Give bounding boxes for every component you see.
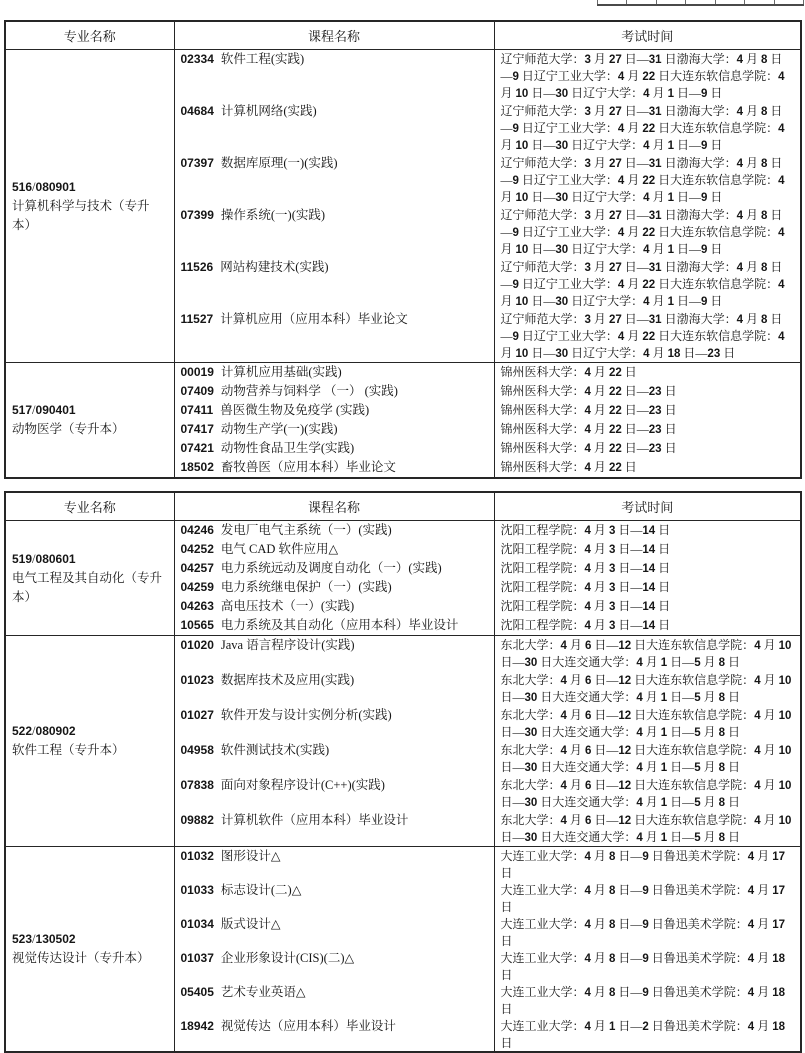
major-code: 517/090401 [12, 403, 76, 417]
course-code: 04257 [180, 561, 214, 575]
course-cell [174, 206, 494, 258]
course-title: 电力系统远动及调度自动化（一）(实践) [220, 561, 442, 575]
course-cell [174, 949, 494, 983]
course-title: 艺术专业英语△ [220, 984, 306, 999]
major-name: 计算机科学与技术（专升本） [12, 198, 150, 232]
course-title: 计算机应用基础(实践) [220, 365, 342, 379]
exam-time-cell: 大连工业大学：4 月 8 日—9 日鲁迅美术学院：4 月 17 日 [494, 915, 801, 949]
course-cell [174, 258, 494, 310]
column-header: 考试时间 [494, 492, 801, 521]
header-row [5, 492, 801, 521]
course-code: 07409 [180, 384, 214, 398]
course-title: 计算机网络(实践) [220, 103, 317, 118]
header-row [5, 21, 801, 50]
course-cell [174, 1017, 494, 1052]
course-title: 操作系统(一)(实践) [220, 207, 326, 222]
major-cell [5, 636, 174, 847]
major-cell [5, 847, 174, 1053]
exam-time-cell: 辽宁师范大学：3 月 27 日—31 日渤海大学：4 月 8 日—9 日辽宁工业大学：4 月 22 日大连东软信息学院：4 月 10 日—30 日辽宁大学：4 月 1 日—9 日 [494, 50, 801, 103]
course-cell [174, 983, 494, 1017]
exam-time-cell: 辽宁师范大学：3 月 27 日—31 日渤海大学：4 月 8 日—9 日辽宁工业大学：4 月 22 日大连东软信息学院：4 月 10 日—30 日辽宁大学：4 月 18 日—23 日 [494, 310, 801, 363]
exam-time-cell: 大连工业大学：4 月 8 日—9 日鲁迅美术学院：4 月 17 日 [494, 881, 801, 915]
course-cell [174, 102, 494, 154]
major-cell [5, 363, 174, 479]
remnant-cell [656, 0, 685, 4]
course-row [5, 847, 801, 882]
course-code: 01027 [180, 707, 214, 722]
course-title: 发电厂电气主系统（一）(实践) [220, 523, 392, 537]
exam-time-cell: 东北大学：4 月 6 日—12 日大连东软信息学院：4 月 10 日—30 日大连交通大学：4 月 1 日—5 月 8 日 [494, 636, 801, 672]
exam-time-cell: 辽宁师范大学：3 月 27 日—31 日渤海大学：4 月 8 日—9 日辽宁工业大学：4 月 22 日大连东软信息学院：4 月 10 日—30 日辽宁大学：4 月 1 日—9 日 [494, 258, 801, 310]
exam-time-cell: 沈阳工程学院：4 月 3 日—14 日 [494, 616, 801, 636]
course-row [5, 363, 801, 383]
course-title: 计算机应用（应用本科）毕业论文 [220, 311, 408, 326]
column-header: 考试时间 [494, 21, 801, 50]
course-title: 兽医微生物及免疫学 (实践) [220, 403, 370, 417]
exam-time-cell: 沈阳工程学院：4 月 3 日—14 日 [494, 559, 801, 578]
course-title: 高电压技术（一）(实践) [220, 599, 355, 613]
column-header: 课程名称 [174, 21, 494, 50]
course-cell [174, 597, 494, 616]
course-code: 05405 [180, 984, 214, 999]
table-body [5, 50, 801, 479]
remnant-cell [685, 0, 714, 4]
course-cell [174, 706, 494, 741]
course-code: 18502 [180, 460, 214, 474]
course-code: 10565 [180, 618, 214, 632]
exam-time-cell: 辽宁师范大学：3 月 27 日—31 日渤海大学：4 月 8 日—9 日辽宁工业大学：4 月 22 日大连东软信息学院：4 月 10 日—30 日辽宁大学：4 月 1 日—9 日 [494, 154, 801, 206]
exam-time-cell: 锦州医科大学：4 月 22 日—23 日 [494, 382, 801, 401]
column-header: 课程名称 [174, 492, 494, 521]
course-code: 04263 [180, 599, 214, 613]
course-cell [174, 881, 494, 915]
course-code: 07838 [180, 777, 214, 792]
course-code: 04246 [180, 523, 214, 537]
course-title: 电力系统继电保护（一）(实践) [220, 580, 392, 594]
course-code: 04958 [180, 742, 214, 757]
major-code: 516/080901 [12, 179, 76, 194]
exam-time-cell: 锦州医科大学：4 月 22 日 [494, 363, 801, 383]
course-cell [174, 776, 494, 811]
course-code: 07397 [180, 155, 214, 170]
major-name: 动物医学（专升本） [12, 422, 125, 436]
major-name: 电气工程及其自动化（专升本） [12, 570, 163, 604]
exam-time-cell: 东北大学：4 月 6 日—12 日大连东软信息学院：4 月 10 日—30 日大连交通大学：4 月 1 日—5 月 8 日 [494, 811, 801, 847]
course-code: 01020 [180, 637, 214, 652]
exam-time-cell: 大连工业大学：4 月 8 日—9 日鲁迅美术学院：4 月 17 日 [494, 847, 801, 882]
course-title: 动物生产学(一)(实践) [220, 422, 338, 436]
exam-time-cell: 大连工业大学：4 月 8 日—9 日鲁迅美术学院：4 月 18 日 [494, 983, 801, 1017]
major-code: 523/130502 [12, 932, 76, 946]
course-title: 计算机软件（应用本科）毕业设计 [220, 812, 409, 827]
course-title: 版式设计△ [220, 916, 281, 931]
course-code: 07399 [180, 207, 214, 222]
exam-time-cell: 东北大学：4 月 6 日—12 日大连东软信息学院：4 月 10 日—30 日大连交通大学：4 月 1 日—5 月 8 日 [494, 741, 801, 776]
exam-time-cell: 沈阳工程学院：4 月 3 日—14 日 [494, 540, 801, 559]
course-title: 数据库技术及应用(实践) [220, 672, 355, 687]
course-code: 01023 [180, 672, 214, 687]
course-row [5, 521, 801, 541]
course-title: 软件工程(实践) [220, 51, 305, 66]
major-cell [5, 521, 174, 636]
course-cell [174, 741, 494, 776]
column-header: 专业名称 [5, 492, 174, 521]
course-title: 企业形象设计(CIS)(二)△ [220, 950, 355, 965]
exam-schedule-table [4, 491, 802, 1053]
exam-time-cell: 东北大学：4 月 6 日—12 日大连东软信息学院：4 月 10 日—30 日大连交通大学：4 月 1 日—5 月 8 日 [494, 706, 801, 741]
course-title: 网站构建技术(实践) [220, 259, 329, 274]
course-code: 11527 [180, 311, 214, 326]
exam-schedule-tables [0, 20, 805, 1053]
course-code: 04684 [180, 103, 214, 118]
remnant-cell [744, 0, 773, 4]
course-cell [174, 401, 494, 420]
course-title: 视觉传达（应用本科）毕业设计 [220, 1018, 396, 1033]
column-header: 专业名称 [5, 21, 174, 50]
exam-time-cell: 辽宁师范大学：3 月 27 日—31 日渤海大学：4 月 8 日—9 日辽宁工业大学：4 月 22 日大连东软信息学院：4 月 10 日—30 日辽宁大学：4 月 1 日—9 日 [494, 102, 801, 154]
major-code: 522/080902 [12, 724, 76, 738]
course-code: 04259 [180, 580, 214, 594]
exam-time-cell: 沈阳工程学院：4 月 3 日—14 日 [494, 597, 801, 616]
course-row [5, 50, 801, 103]
remnant-cell [774, 0, 804, 4]
course-title: 电气 CAD 软件应用△ [220, 542, 339, 556]
exam-time-cell: 沈阳工程学院：4 月 3 日—14 日 [494, 578, 801, 597]
course-cell [174, 559, 494, 578]
exam-time-cell: 辽宁师范大学：3 月 27 日—31 日渤海大学：4 月 8 日—9 日辽宁工业大学：4 月 22 日大连东软信息学院：4 月 10 日—30 日辽宁大学：4 月 1 日—9 日 [494, 206, 801, 258]
exam-schedule-table [4, 20, 802, 479]
remnant-cell [626, 0, 655, 4]
major-cell [5, 50, 174, 363]
course-cell [174, 540, 494, 559]
course-cell [174, 636, 494, 672]
course-title: 标志设计(二)△ [220, 882, 302, 897]
course-cell [174, 811, 494, 847]
course-code: 01032 [180, 848, 214, 863]
course-cell [174, 382, 494, 401]
course-code: 07411 [180, 403, 214, 417]
exam-time-cell: 沈阳工程学院：4 月 3 日—14 日 [494, 521, 801, 541]
course-cell [174, 671, 494, 706]
course-cell [174, 616, 494, 636]
course-code: 01033 [180, 882, 214, 897]
course-code: 01034 [180, 916, 214, 931]
course-title: 软件测试技术(实践) [220, 742, 330, 757]
course-cell [174, 420, 494, 439]
course-title: 电力系统及其自动化（应用本科）毕业设计 [220, 618, 459, 632]
course-row [5, 636, 801, 672]
course-title: 动物营养与饲料学 （一） (实践) [220, 384, 398, 398]
table-header [5, 21, 801, 50]
course-cell [174, 521, 494, 541]
course-code: 00019 [180, 365, 214, 379]
course-code: 02334 [180, 51, 214, 66]
course-code: 07421 [180, 441, 214, 455]
course-code: 18942 [180, 1018, 214, 1033]
exam-time-cell: 锦州医科大学：4 月 22 日—23 日 [494, 439, 801, 458]
course-cell [174, 363, 494, 383]
course-code: 11526 [180, 259, 214, 274]
course-cell [174, 50, 494, 103]
course-cell [174, 458, 494, 478]
course-cell [174, 578, 494, 597]
course-cell [174, 847, 494, 882]
exam-time-cell: 大连工业大学：4 月 1 日—2 日鲁迅美术学院：4 月 18 日 [494, 1017, 801, 1052]
exam-time-cell: 东北大学：4 月 6 日—12 日大连东软信息学院：4 月 10 日—30 日大连交通大学：4 月 1 日—5 月 8 日 [494, 671, 801, 706]
course-title: 动物性食品卫生学(实践) [220, 441, 355, 455]
course-title: 畜牧兽医（应用本科）毕业论文 [220, 460, 396, 474]
course-cell [174, 154, 494, 206]
course-title: 数据库原理(一)(实践) [220, 155, 338, 170]
course-cell [174, 915, 494, 949]
exam-time-cell: 锦州医科大学：4 月 22 日—23 日 [494, 420, 801, 439]
cropped-table-bottom-edge [597, 0, 804, 6]
course-code: 07417 [180, 422, 214, 436]
course-title: 面向对象程序设计(C++)(实践) [220, 777, 385, 792]
course-title: 软件开发与设计实例分析(实践) [220, 707, 392, 722]
major-name: 视觉传达设计（专升本） [12, 951, 150, 965]
exam-time-cell: 锦州医科大学：4 月 22 日—23 日 [494, 401, 801, 420]
course-cell [174, 439, 494, 458]
exam-time-cell: 大连工业大学：4 月 8 日—9 日鲁迅美术学院：4 月 18 日 [494, 949, 801, 983]
table-header [5, 492, 801, 521]
course-code: 04252 [180, 542, 214, 556]
remnant-cell [715, 0, 744, 4]
course-code: 01037 [180, 950, 214, 965]
exam-time-cell: 东北大学：4 月 6 日—12 日大连东软信息学院：4 月 10 日—30 日大连交通大学：4 月 1 日—5 月 8 日 [494, 776, 801, 811]
major-name: 软件工程（专升本） [12, 743, 125, 757]
exam-time-cell: 锦州医科大学：4 月 22 日 [494, 458, 801, 478]
course-cell [174, 310, 494, 363]
table-body [5, 521, 801, 1053]
remnant-cell [597, 0, 626, 4]
course-code: 09882 [180, 812, 214, 827]
course-title: Java 语言程序设计(实践) [220, 637, 355, 652]
course-title: 图形设计△ [220, 848, 281, 863]
major-code: 519/080601 [12, 551, 76, 566]
